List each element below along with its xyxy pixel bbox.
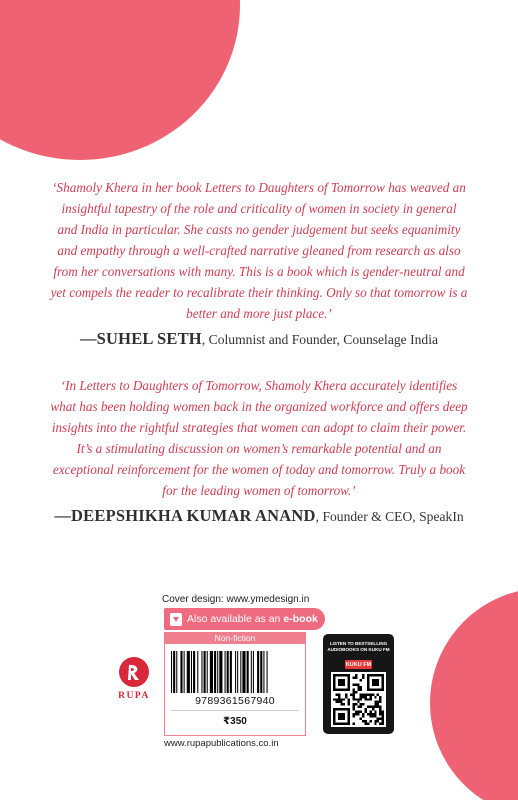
endorsement-quote-1	[50, 177, 468, 350]
decorative-circle-bottom	[430, 588, 518, 800]
kuku-promo-text: LISTEN TO BESTSELLING AUDIOBOOKS ON KUKU FM	[327, 641, 390, 652]
publisher-name: RUPA	[118, 691, 150, 701]
cover-design-credit: Cover design: www.ymedesign.in	[162, 594, 310, 605]
barcode-box	[164, 644, 306, 736]
kuku-fm-promo	[323, 634, 394, 734]
quote-text: ‘In Letters to Daughters of Tomorrow, Shamoly Khera accurately identifies what has been holding women back in the organized workforce and offers deep insights into the rightful strategies that women can adopt to claim their power. It’s a stimulating discussion on women’s remarkable potential and an exceptional reinforcement for the women of today and tomorrow. Truly a book for the leading women of tomorrow.’	[50, 378, 468, 498]
rupa-logo-icon	[119, 657, 149, 687]
endorsement-quote-2	[50, 375, 468, 527]
attribution-role: , Founder & CEO, SpeakIn	[315, 509, 464, 524]
decorative-circle-top	[0, 0, 240, 160]
ebook-prefix: Also available as an	[187, 613, 281, 625]
genre-label: Non-fiction	[164, 632, 306, 644]
publisher-website: www.rupapublications.co.in	[164, 738, 279, 749]
quote-attribution	[50, 329, 468, 350]
isbn-number: 9789361567940	[195, 695, 275, 707]
ebook-highlight: e-book	[283, 613, 318, 625]
price: ₹350	[223, 716, 247, 727]
quote-attribution	[50, 506, 468, 527]
download-icon	[170, 613, 182, 626]
quote-text: ‘Shamoly Khera in her book Letters to Daughters of Tomorrow has weaved an insightful tapestry of the role and criticality of women in society in general and India in particular. She casts no gender judgement but seeks equanimity and empathy through a well-crafted narrative gleaned from research as also from her conversations with many. This is a book which is gender-neutral and yet compels the reader to recalibrate their thinking. Only so that tomorrow is a better and more just place.’	[50, 180, 468, 321]
attribution-name: —DEEPSHIKHA KUMAR ANAND	[54, 506, 316, 525]
attribution-role: , Columnist and Founder, Counselage India	[201, 332, 439, 347]
qr-code-icon	[331, 672, 386, 727]
kuku-fm-logo: KUKU FM	[345, 661, 372, 668]
barcode-graphic	[171, 651, 301, 693]
ebook-badge	[164, 608, 325, 630]
divider	[171, 710, 299, 711]
attribution-name: —SUHEL SETH	[79, 329, 202, 348]
